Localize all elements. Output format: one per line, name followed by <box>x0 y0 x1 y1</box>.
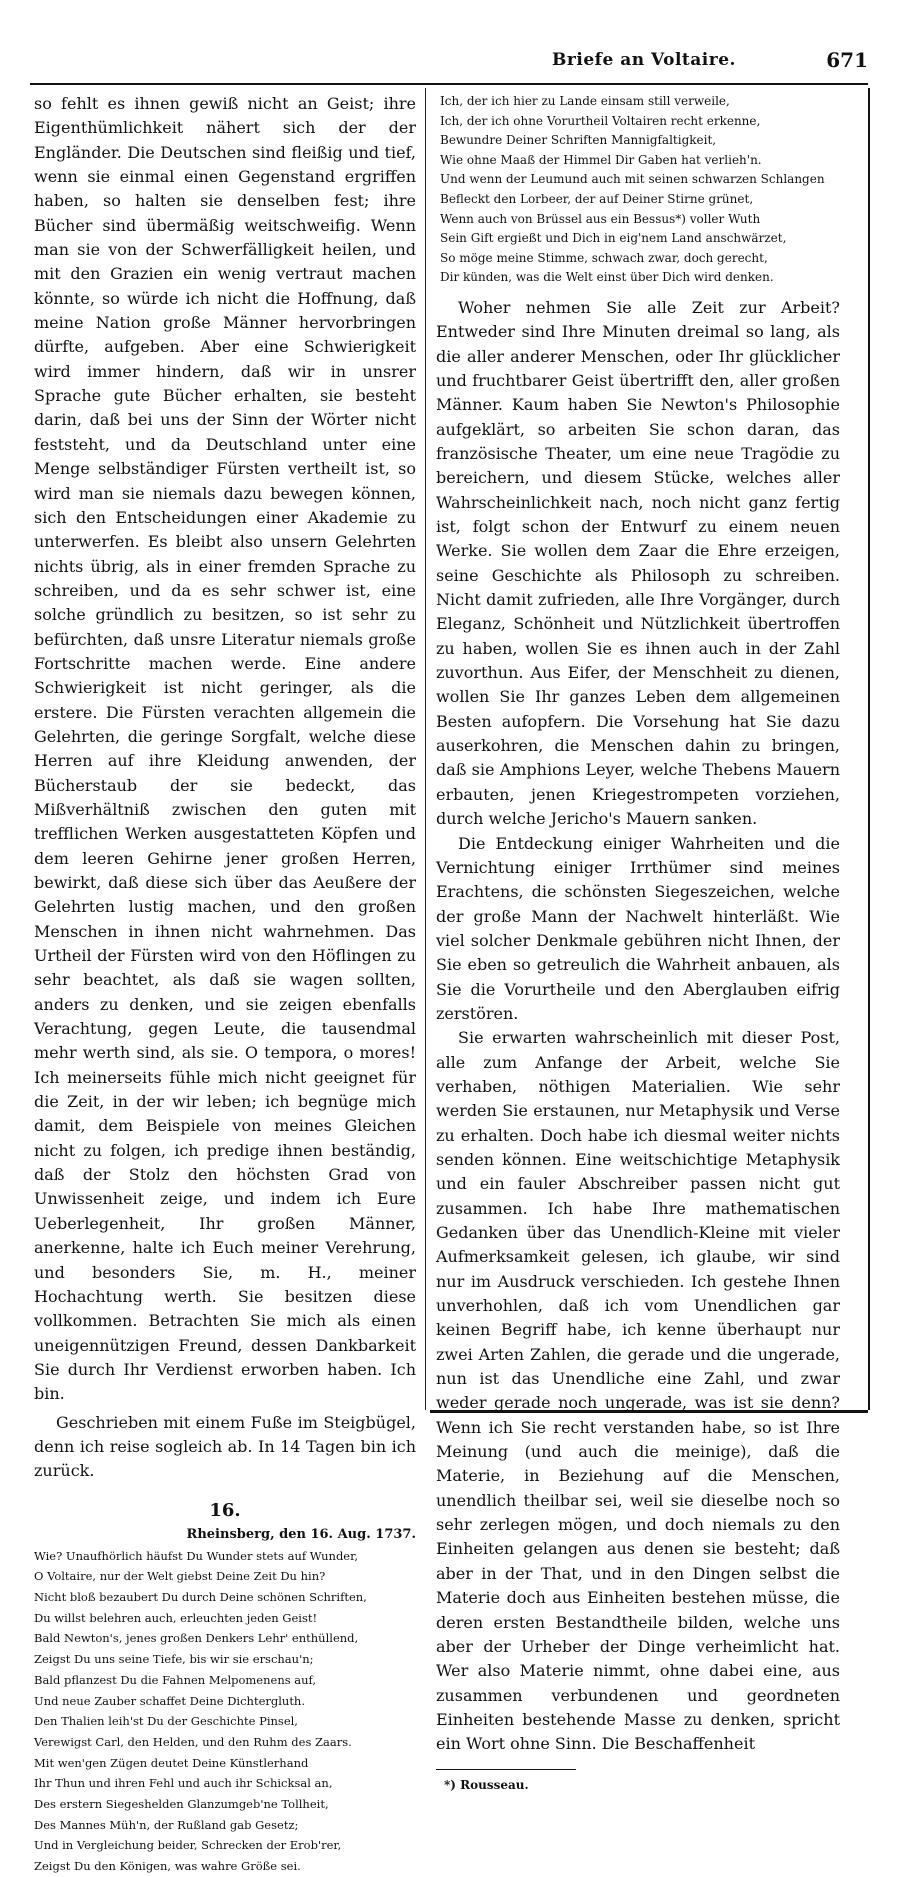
footnote-rule <box>436 1769 576 1770</box>
verse-line: Bald pflanzest Du die Fahnen Melpomenens auf, <box>34 1672 317 1687</box>
right-paragraph-3: Sie erwarten wahrscheinlich mit dieser Post, alle zum Anfange der Arbeit, welche Sie verhaben, nöthigen Materialien. Wie sehr werden Sie erstaunen, nur Metaphysik und Verse zu erhalten. Doch habe ich diesmal weiter nichts senden können. Eine weitschichtige Metaphysik und ein fauler Abschreiber passen nicht gut zusammen. Ich habe Ihre mathematischen Gedanken über das Unendlich-Kleine mit vieler Aufmerksamkeit gelesen, ich glaube, wir sind nur im Ausdruck verschieden. Ich gestehe Ihnen unverhohlen, daß ich vom Unendlichen gar keinen Begriff habe, ich kenne überhaupt nur zwei Arten Zahlen, die gerade und die ungerade, nun ist das Unendliche eine Zahl, und zwar weder gerade noch ungerade, was ist sie denn? Wenn ich Sie recht verstanden habe, so ist Ihre Meinung (und auch die meinige), daß die Materie, in Beziehung auf die Menschen, unendlich theilbar sei, weil sie dieselbe noch so sehr zerlegen mögen, und doch niemals zu den Einheiten gelangen aus denen sie besteht; daß aber in der That, und in den Dingen selbst die Materie doch aus Einheiten bestehen müsse, die deren ersten Bestandtheile bilden, welche uns aber der Urheber der Dinge verheimlicht hat. Wer also Materie nimmt, ohne dabei eine, aus zusammen verbundenen und geordneten Einheiten bestehende Masse zu denken, spricht ein Wort ohne Sinn. Die Beschaffenheit <box>436 1028 840 1754</box>
verse-line: Zeigst Du den Königen, was wahre Größe sei. <box>34 1859 301 1874</box>
letter-number: 16. <box>209 1499 241 1521</box>
left-paragraph-2: Geschrieben mit einem Fuße im Steigbügel, denn ich reise sogleich ab. In 14 Tagen bin ich zurück. <box>34 1412 416 1481</box>
page-number: 671 <box>826 48 868 72</box>
verse-line: Bewundre Deiner Schriften Mannigfaltigkeit, <box>440 133 717 148</box>
column-separator <box>425 88 426 1410</box>
dateline: Rheinsberg, den 16. Aug. 1737. <box>186 1526 416 1542</box>
verse-line: Und wenn der Leumund auch mit seinen schwarzen Schlangen <box>440 172 825 187</box>
right-paragraph-2: Die Entdeckung einiger Wahrheiten und die Vernichtung einiger Irrthümer sind meines Erachtens, die schönsten Siegeszeichen, welche der große Mann der Nachwelt hinterläßt. Wie viel solcher Denkmale gebühren nicht Ihnen, der Sie eben so getreulich die Wahrheit anbauen, als Sie die Vorurtheile und den Aberglauben eifrig zerstören. <box>436 833 840 1023</box>
verse-line: Des erstern Siegeshelden Glanzumgeb'ne Tollheit, <box>34 1797 329 1812</box>
poem-right <box>436 92 840 288</box>
verse-line: Verewigst Carl, den Helden, und den Ruhm des Zaars. <box>34 1734 352 1749</box>
verse-line: Des Mannes Müh'n, der Rußland gab Gesetz; <box>34 1817 299 1832</box>
verse-line: Nicht bloß bezaubert Du durch Deine schönen Schriften, <box>34 1590 367 1604</box>
verse-line: Befleckt den Lorbeer, der auf Deiner Stirne grünet, <box>440 191 754 206</box>
verse-line: Wie? Unaufhörlich häufst Du Wunder stets auf Wunder, <box>34 1548 359 1563</box>
verse-line: Sein Gift ergießt und Dich in eig'nem Land anschwärzet, <box>440 231 787 246</box>
running-header <box>420 46 868 76</box>
verse-line: Zeigst Du uns seine Tiefe, bis wir sie erschau'n; <box>34 1652 314 1667</box>
verse-line: Und in Vergleichung beider, Schrecken der Erob'rer, <box>34 1838 342 1853</box>
verse-line: Wie ohne Maaß der Himmel Dir Gaben hat verlieh'n. <box>440 152 762 167</box>
verse-line: Den Thalien leih'st Du der Geschichte Pinsel, <box>34 1714 298 1729</box>
verse-line: Mit wen'gen Zügen deutet Deine Künstlerhand <box>34 1755 309 1770</box>
verse-line: Und neue Zauber schaffet Deine Dichtergluth. <box>34 1693 305 1708</box>
header-rule <box>30 83 868 85</box>
left-paragraph-1: so fehlt es ihnen gewiß nicht an Geist; ihre Eigenthümlichkeit nähert sich der der Engländer. Die Deutschen sind fleißig und tief, wenn sie einmal einen Gegenstand ergriffen haben, so halten sie denselben fest; ihre Bücher sind übermäßig weitschweifig. Wenn man sie von der Schwerfälligkeit heilen, und mit den Grazien ein wenig vertraut machen könnte, so würde ich nicht die Hoffnung, daß meine Nation große Männer hervorbringen dürfte, aufgeben. Aber eine Schwierigkeit wird immer hindern, daß wir in unsrer Sprache gute Bücher erhalten, sie besteht darin, daß bei uns der Sinn der Wörter nicht feststeht, und da Deutschland unter eine Menge selbständiger Fürsten vertheilt ist, so wird man sie niemals dazu bewegen können, sich den Entscheidungen einer Akademie zu unterwerfen. Es bleibt also unsern Gelehrten nichts übrig, als in einer fremden Sprache zu schreiben, und da es sehr schwer ist, eine solche gründlich zu besitzen, so ist sehr zu befürchten, daß unsre Literatur niemals große Fortschritte machen werde. Eine andere Schwierigkeit ist nicht geringer, als die erstere. Die Fürsten verachten allgemein die Gelehrten, die geringe Sorgfalt, welche diese Herren auf ihre Kleidung anwenden, der Bücherstaub der sie bedeckt, das Mißverhältniß zwischen den guten mit trefflichen Werken ausgestatteten Köpfen und dem leeren Gehirne jener großen Herren, bewirkt, daß diese sich über das Aeußere der Gelehrten lustig machen, und den großen Menschen in ihnen nicht wahrnehmen. Das Urtheil der Fürsten wird von den Höflingen zu sehr beachtet, als daß sie wagen sollten, anders zu denken, und sie zeigen ebenfalls Verachtung, gegen Leute, die tausendmal mehr werth sind, als sie. O tempora, o mores! Ich meinerseits fühle mich nicht geeignet für die Zeit, in der wir leben; ich begnüge mich damit, dem Beispiele von meines Gleichen nicht zu folgen, ich predige ihnen beständig, daß der Stolz den höchsten Grad von Unwissenheit zeige, und indem ich Eure Ueberlegenheit, Ihr großen Männer, anerkenne, halte ich Euch meiner Verehrung, und besonders Sie, m. H., meiner Hochachtung werth. Sie besitzen diese vollkommen. Betrachten Sie mich als einen uneigennützigen Freund, dessen Dankbarkeit Sie durch Ihr Verdienst erworben haben. Ich bin. <box>34 94 416 1404</box>
poem-left <box>34 1546 416 1877</box>
left-column <box>34 92 416 1877</box>
right-column <box>436 92 840 1792</box>
verse-line: Dir künden, was die Welt einst über Dich wird denken. <box>440 270 774 285</box>
verse-line: Ihr Thun und ihren Fehl und auch ihr Schicksal an, <box>34 1776 333 1791</box>
right-paragraph-1: Woher nehmen Sie alle Zeit zur Arbeit? Entweder sind Ihre Minuten dreimal so lang, als die aller anderer Menschen, oder Ihr glücklicher und fruchtbarer Geist übertrifft den, aller großen Männer. Kaum haben Sie Newton's Philosophie aufgeklärt, so arbeiten Sie schon daran, das französische Theater, um eine neue Tragödie zu bereichern, und diesem Stücke, welches aller Wahrscheinlichkeit nach, noch nicht ganz fertig ist, folgt schon der Entwurf zu einem neuen Werke. Sie wollen dem Zaar die Ehre erzeigen, seine Geschichte als Philosoph zu schreiben. Nicht damit zufrieden, alle Ihre Vorgänger, durch Eleganz, Schönheit und Nützlichkeit übertroffen zu haben, wollen Sie es ihnen auch in der Zahl zuvorthun. Aus Eifer, der Menschheit zu dienen, wollen Sie Ihr ganzes Leben dem allgemeinen Besten aufopfern. Die Vorsehung hat Sie dazu auserkohren, die Menschen dahin zu bringen, daß sie Amphions Leyer, welche Thebens Mauern erbauten, jenen Kriegestrompeten vorziehen, durch welche Jericho's Mauern sanken. <box>436 297 840 829</box>
verse-line: Ich, der ich ohne Vorurtheil Voltairen recht erkenne, <box>440 113 761 128</box>
verse-line: So möge meine Stimme, schwach zwar, doch gerecht, <box>440 250 768 265</box>
verse-line: Bald Newton's, jenes großen Denkers Lehr' enthüllend, <box>34 1631 359 1646</box>
verse-line: Wenn auch von Brüssel aus ein Bessus*) voller Wuth <box>440 211 761 226</box>
bottom-rule <box>430 1410 868 1413</box>
running-title: Briefe an Voltaire. <box>552 50 736 70</box>
page-edge-rule <box>868 88 870 1410</box>
verse-line: Ich, der ich hier zu Lande einsam still verweile, <box>440 94 730 108</box>
verse-line: O Voltaire, nur der Welt giebst Deine Zeit Du hin? <box>34 1569 326 1584</box>
verse-line: Du willst belehren auch, erleuchten jeden Geist! <box>34 1610 318 1625</box>
footnote: *) Rousseau. <box>444 1777 529 1792</box>
